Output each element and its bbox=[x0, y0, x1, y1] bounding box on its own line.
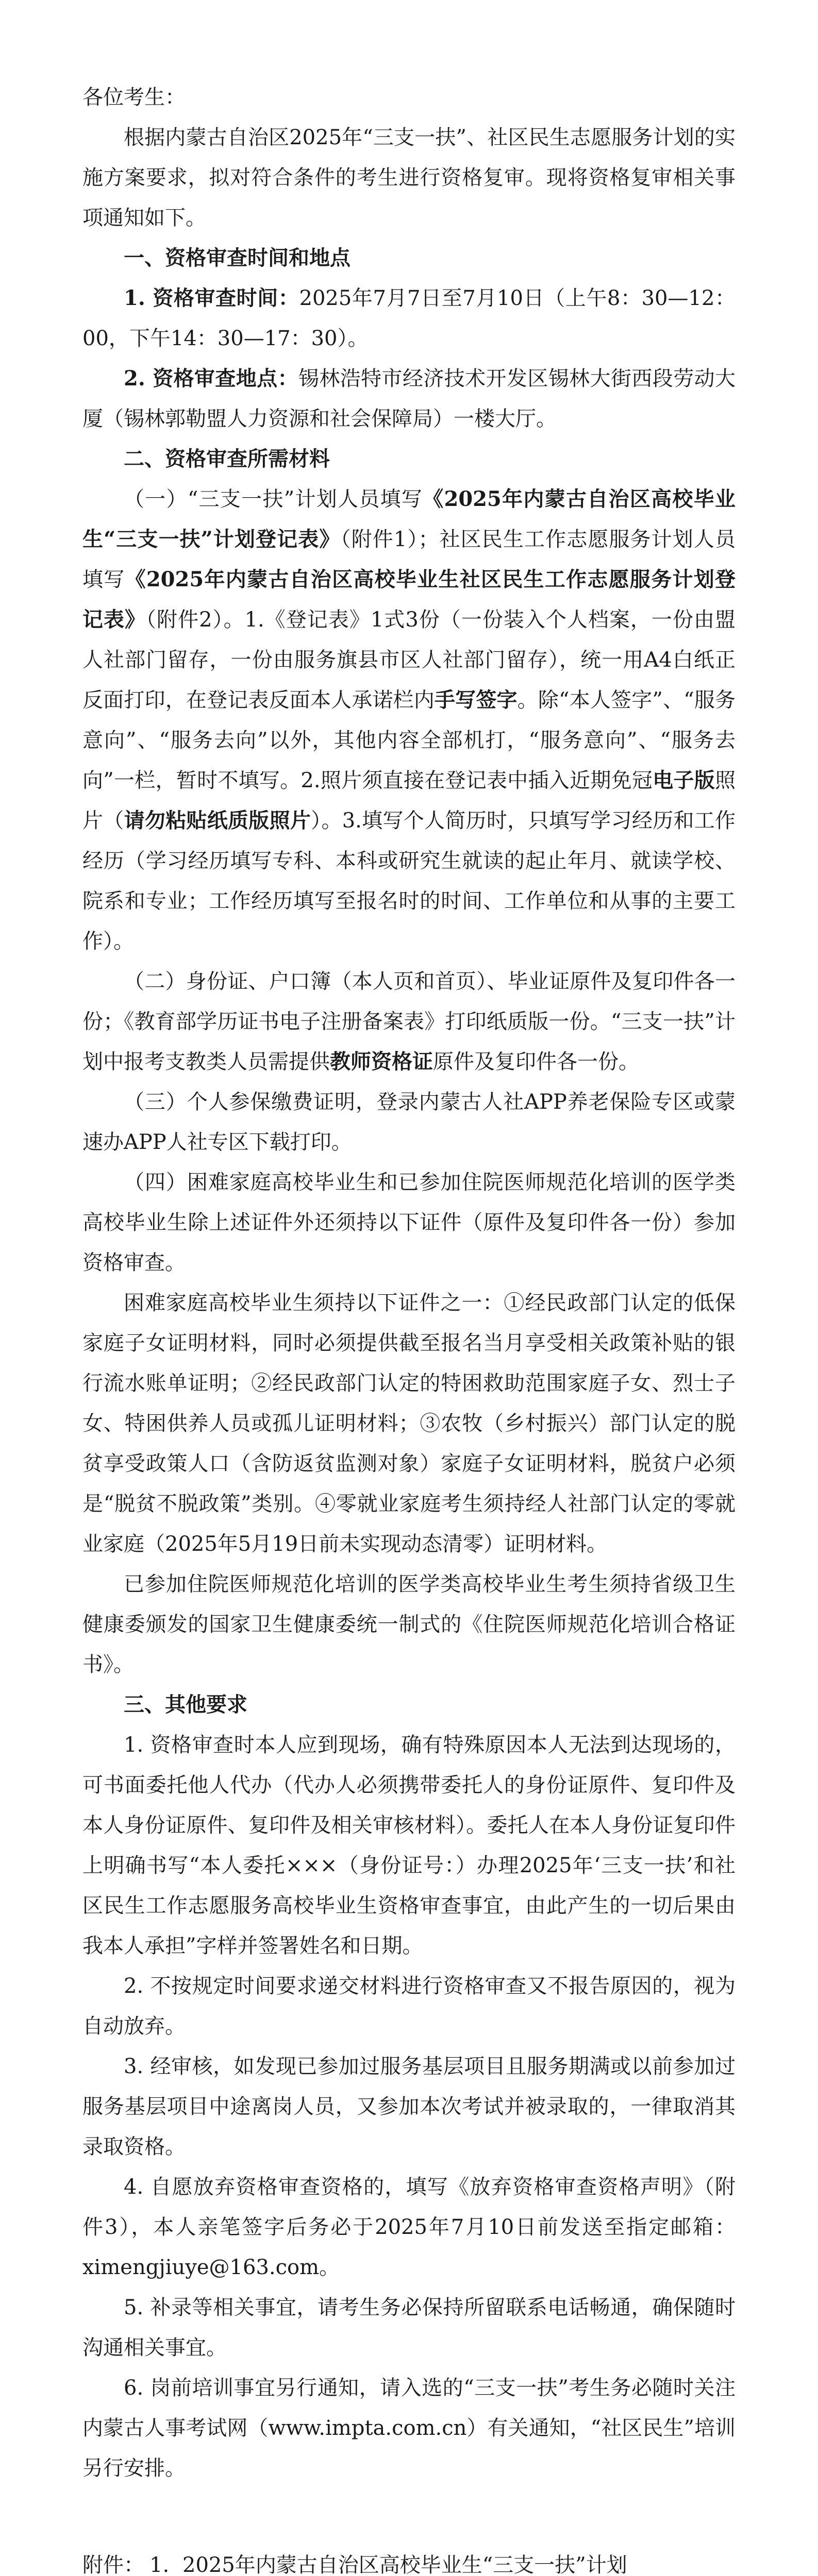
attachments-block bbox=[82, 2545, 736, 2576]
review-time-text: 2025年7月7日至7月10日（上午8：30—12：00，下午14：30—17：30）。 bbox=[82, 286, 736, 350]
attachment-item bbox=[149, 2545, 736, 2576]
materials-1-text-a: （一）“三支一扶”计划人员填写 bbox=[124, 487, 423, 511]
teacher-certificate-note: 教师资格证 bbox=[330, 1049, 433, 1074]
review-place-text: 锡林浩特市经济技术开发区锡林大街西段劳动大厦（锡林郭勒盟人力资源和社会保障局）一楼大厅。 bbox=[82, 367, 736, 431]
materials-paragraph-4: （四）困难家庭高校毕业生和已参加住院医师规范化培训的医学类高校毕业生除上述证件外还须持以下证件（原件及复印件各一份）参加资格审查。 bbox=[82, 1171, 736, 1275]
attachments-list bbox=[149, 2545, 736, 2576]
requirement-1: 1. 资格审查时本人应到现场，确有特殊原因本人无法到达现场的，可书面委托他人代办（代办人必须携带委托人的身份证原件、复印件及本人身份证原件、复印件及相关审核材料）。委托人在本人身份证复印件上明确书写“本人委托×××（身份证号：）办理2025年‘三支一扶’和社区民生工作志愿服务高校毕业生资格审查事宜，由此产生的一切后果由我本人承担”字样并签署姓名和日期。 bbox=[82, 1733, 736, 1958]
requirement-3: 3. 经审核，如发现已参加过服务基层项目且服务期满或以前参加过服务基层项目中途离岗人员，又参加本次考试并被录取的，一律取消其录取资格。 bbox=[82, 2055, 736, 2159]
review-time-paragraph bbox=[82, 278, 736, 359]
materials-1-text-k: ）。3.填写个人简历时，只填写学习经历和工作经历（学习经历填写专科、本科或研究生就读的起止年月、就读学校、院系和专业；工作经历填写至报名时的时间、工作单位和从事的主要工作）。 bbox=[82, 809, 736, 953]
materials-1-text-i: 照片（ bbox=[82, 769, 736, 833]
no-paper-photo-note: 请勿粘贴纸质版照片 bbox=[124, 808, 311, 833]
attachment-number: 1. bbox=[149, 2553, 170, 2576]
electronic-version-note: 电子版 bbox=[653, 768, 715, 792]
materials-paragraph-5: 困难家庭高校毕业生须持以下证件之一：①经民政部门认定的低保家庭子女证明材料，同时必须提供截至报名当月享受相关政策补贴的银行流水账单证明；②经民政部门认定的特困救助范围家庭子女、烈士子女、特困供养人员或孤儿证明材料；③农牧（乡村振兴）部门认定的脱贫享受政策人口（含防返贫监测对象）家庭子女证明材料，脱贫户必须是“脱贫不脱政策”类别。④零就业家庭考生须持经人社部门认定的零就业家庭（2025年5月19日前未实现动态清零）证明材料。 bbox=[82, 1291, 736, 1556]
requirement-4: 4. 自愿放弃资格审查资格的，填写《放弃资格审查资格声明》（附件3），本人亲笔签字后务必于2025年7月10日前发送至指定邮箱：ximengjiuye@163.com。 bbox=[82, 2175, 736, 2279]
materials-paragraph-2 bbox=[82, 961, 736, 1082]
section-1-title: 一、资格审查时间和地点 bbox=[124, 246, 350, 270]
materials-1-text-c: （附件1）；社区民生工作志愿服务计划人员填写 bbox=[82, 528, 736, 591]
requirement-2: 2. 不按规定时间要求递交材料进行资格审查又不报告原因的，视为自动放弃。 bbox=[82, 1974, 736, 2038]
section-3-title: 三、其他要求 bbox=[124, 1692, 247, 1717]
materials-paragraph-6: 已参加住院医师规范化培训的医学类高校毕业生考生须持省级卫生健康委颁发的国家卫生健康委统一制式的《住院医师规范化培训合格证书》。 bbox=[82, 1572, 736, 1676]
review-place-label: 2. 资格审查地点： bbox=[124, 366, 298, 391]
review-place-paragraph bbox=[82, 359, 736, 439]
community-form-title: 《2025年内蒙古自治区高校毕业生社区民生工作志愿服务计划登记表》 bbox=[82, 567, 736, 632]
materials-1-text-e: （附件2）。1.《登记表》1式3份（一份装入个人档案，一份由盟人社部门留存，一份由服务旗县市区人社部门留存），统一用A4白纸正反面打印，在登记表反面本人承诺栏内 bbox=[82, 608, 736, 712]
requirement-6: 6. 岗前培训事宜另行通知，请入选的“三支一扶”考生务必随时关注内蒙古人事考试网（www.impta.com.cn）有关通知，“社区民生”培训另行安排。 bbox=[82, 2376, 736, 2480]
materials-2-text-a: （二）身份证、户口簿（本人页和首页）、毕业证原件及复印件各一份；《教育部学历证书电子注册备案表》打印纸质版一份。“三支一扶”计划中报考支教类人员需提供 bbox=[82, 970, 736, 1074]
materials-paragraph-1 bbox=[82, 479, 736, 961]
intro-paragraph: 根据内蒙古自治区2025年“三支一扶”、社区民生志愿服务计划的实施方案要求，拟对符合条件的考生进行资格复审。现将资格复审相关事项通知如下。 bbox=[82, 126, 736, 230]
materials-paragraph-3: （三）个人参保缴费证明，登录内蒙古人社APP养老保险专区或蒙速办APP人社专区下载打印。 bbox=[82, 1090, 736, 1154]
handwritten-signature-note: 手写签字 bbox=[435, 688, 517, 712]
attachment-title: 2025年内蒙古自治区高校毕业生“三支一扶”计划 bbox=[182, 2553, 627, 2576]
sanzhiyifu-form-title: 《2025年内蒙古自治区高校毕业生“三支一扶”计划登记表》 bbox=[82, 487, 736, 551]
review-time-label: 1. 资格审查时间： bbox=[124, 286, 299, 310]
salutation: 各位考生： bbox=[82, 86, 186, 109]
materials-1-text-g: 。除“本人签字”、“服务意向”、“服务去向”以外，其他内容全部机打，“服务意向”、“服务去向”一栏，暂时不填写。2.照片须直接在登记表中插入近期免冠 bbox=[82, 688, 736, 792]
section-2-title: 二、资格审查所需材料 bbox=[124, 447, 330, 471]
materials-2-text-c: 原件及复印件各一份。 bbox=[433, 1050, 639, 1074]
requirement-5: 5. 补录等相关事宜，请考生务必保持所留联系电话畅通，确保随时沟通相关事宜。 bbox=[82, 2296, 736, 2360]
attachments-label: 附件： bbox=[82, 2553, 144, 2576]
